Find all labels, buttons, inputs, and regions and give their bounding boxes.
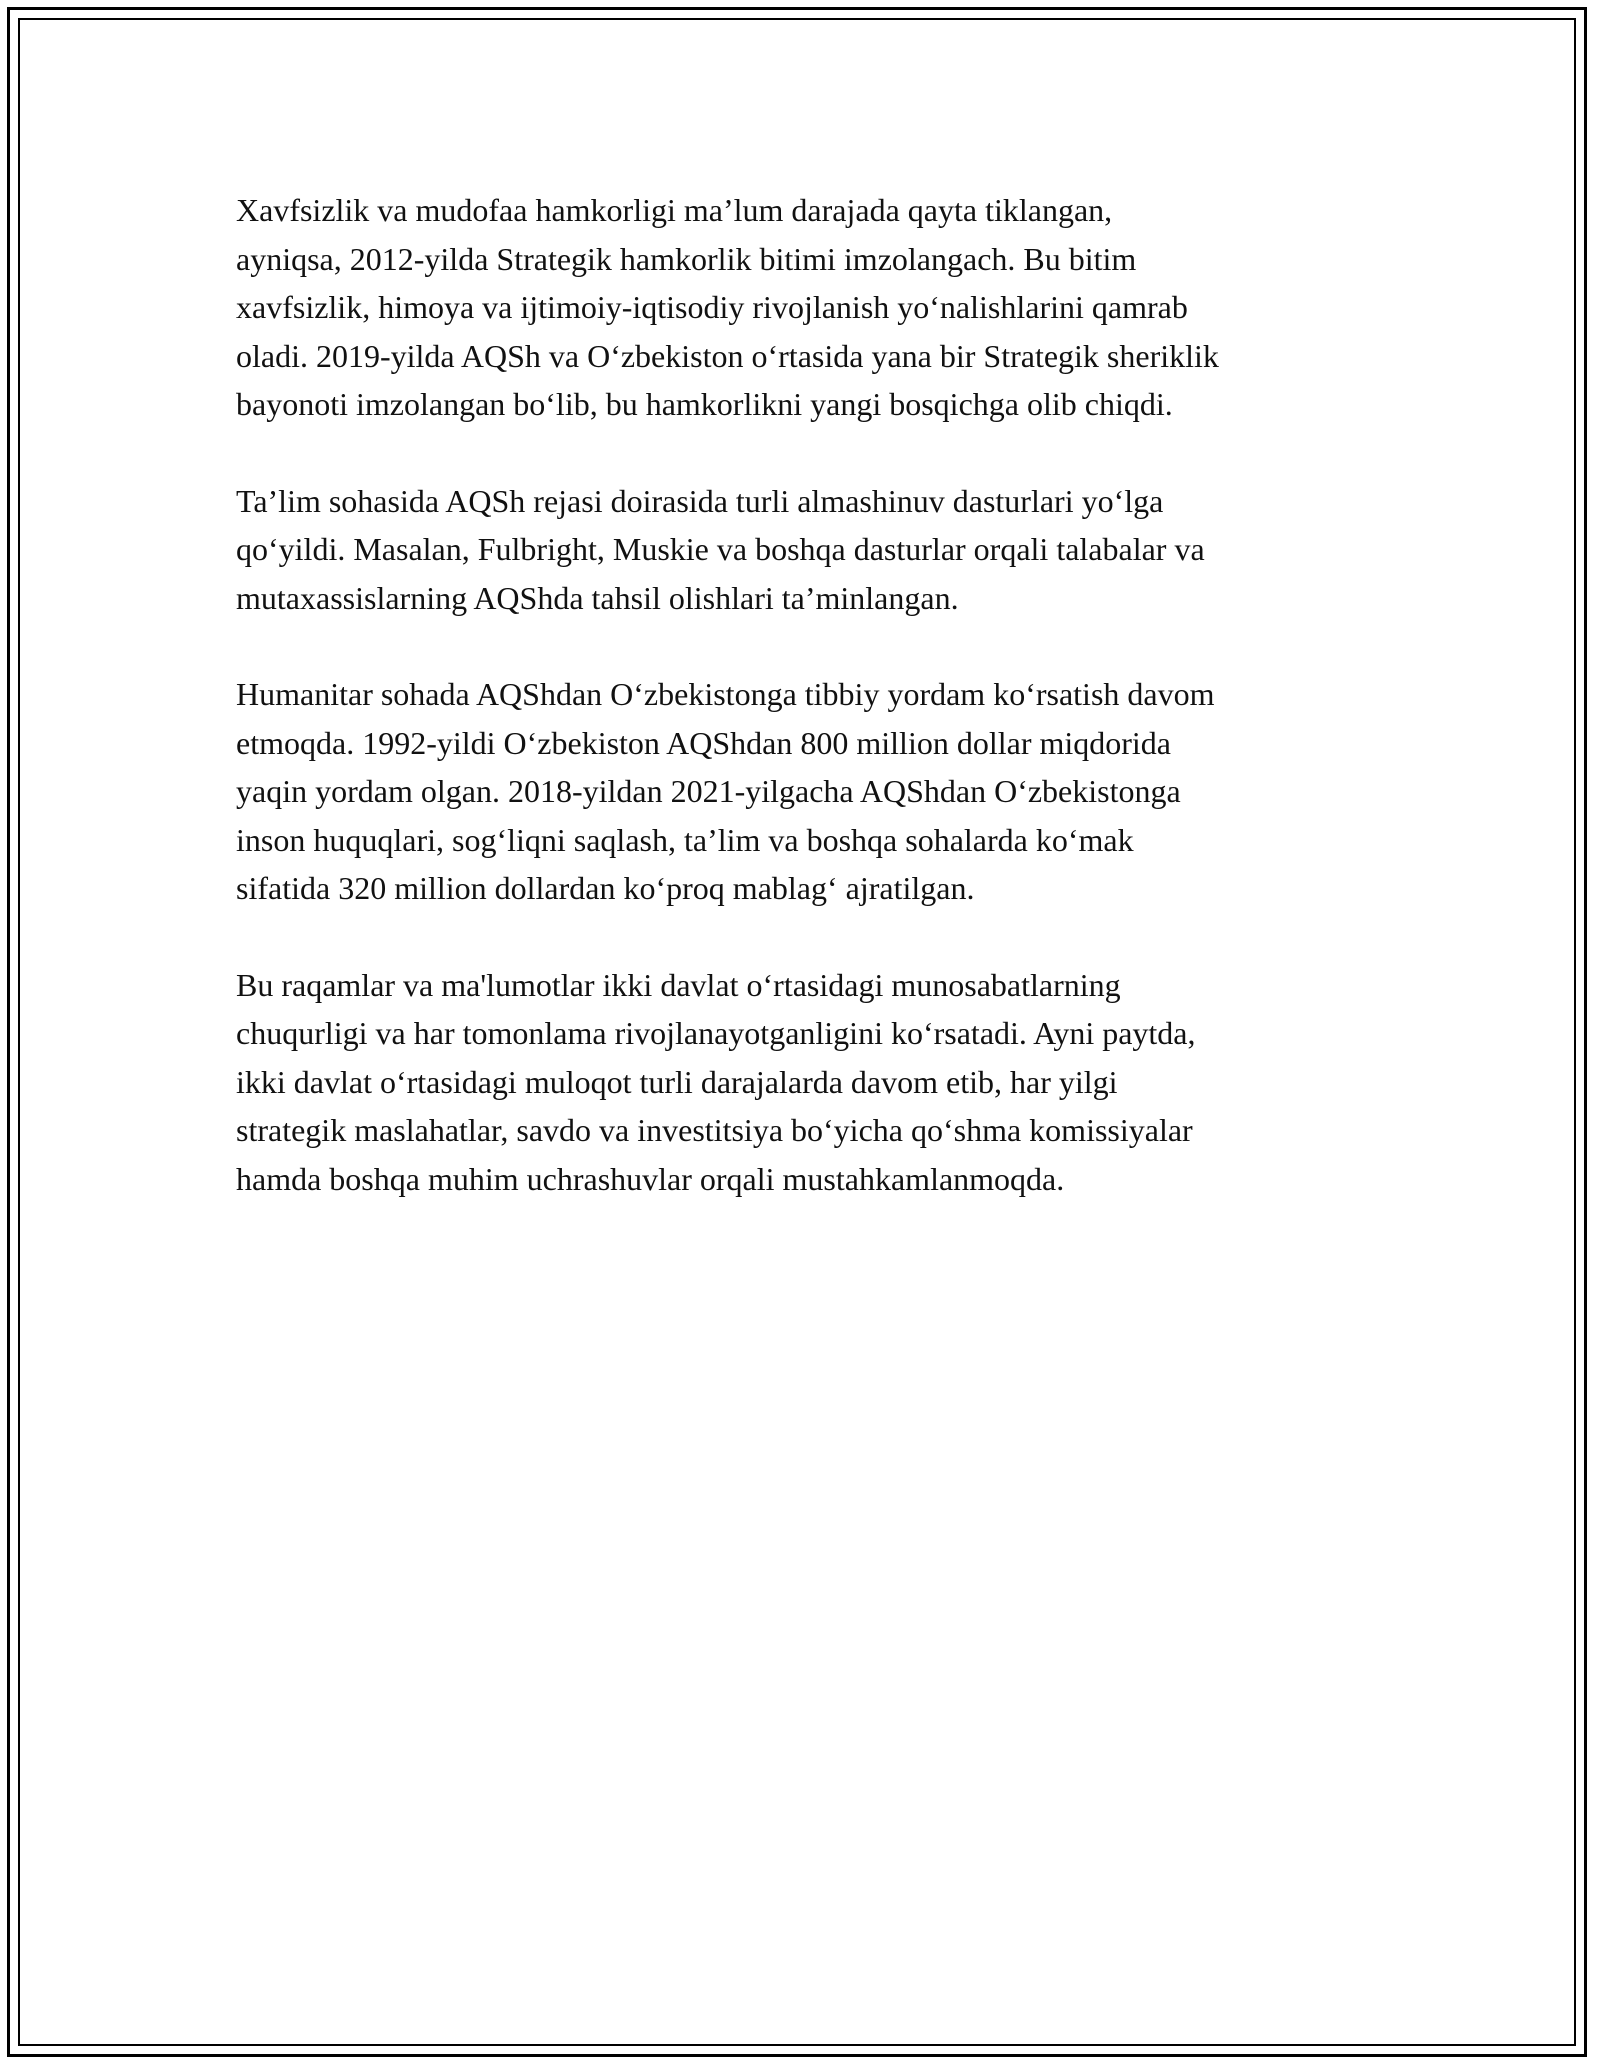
paragraph-humanitarian: Humanitar sohada AQShdan O‘zbekistonga tibbiy yordam ko‘rsatish davom etmoqda. 1992-yildi O‘zbekiston AQShdan 800 million dollar miqdorida yaqin yordam olgan. 2018-yildan 2021-yilgacha AQShdan O‘zbekistonga inson huquqlari, sog‘liqni saqlash, ta’lim va boshqa sohalarda ko‘mak sifatida 320 million dollardan ko‘proq mablag‘ ajratilgan.: [236, 676, 1215, 906]
paragraph-security-cooperation: Xavfsizlik va mudofaa hamkorligi ma’lum darajada qayta tiklangan, ayniqsa, 2012-yilda Strategik hamkorlik bitimi imzolangach. Bu bitim xavfsizlik, himoya va ijtimoiy-iqtisodiy rivojlanish yo‘nalishlarini qamrab oladi. 2019-yilda AQSh va O‘zbekiston o‘rtasida yana bir Strategik sheriklik bayonoti imzolangan bo‘lib, bu hamkorlikni yangi bosqichga olib chiqdi.: [236, 192, 1219, 422]
document-body: [236, 186, 1376, 1251]
paragraph-conclusion: Bu raqamlar va ma'lumotlar ikki davlat o‘rtasidagi munosabatlarning chuqurligi va har tomonlama rivojlanayotganligini ko‘rsatadi. Ayni paytda, ikki davlat o‘rtasidagi muloqot turli darajalarda davom etib, har yilgi strategik maslahatlar, savdo va investitsiya bo‘yicha qo‘shma komissiyalar hamda boshqa muhim uchrashuvlar orqali mustahkamlanmoqda.: [236, 966, 1196, 1197]
paragraph-education: Ta’lim sohasida AQSh rejasi doirasida turli almashinuv dasturlari yo‘lga qo‘yildi. Masalan, Fulbright, Muskie va boshqa dasturlar orqali talabalar va mutaxassislarning AQShda tahsil olishlari ta’minlangan.: [236, 482, 1205, 616]
